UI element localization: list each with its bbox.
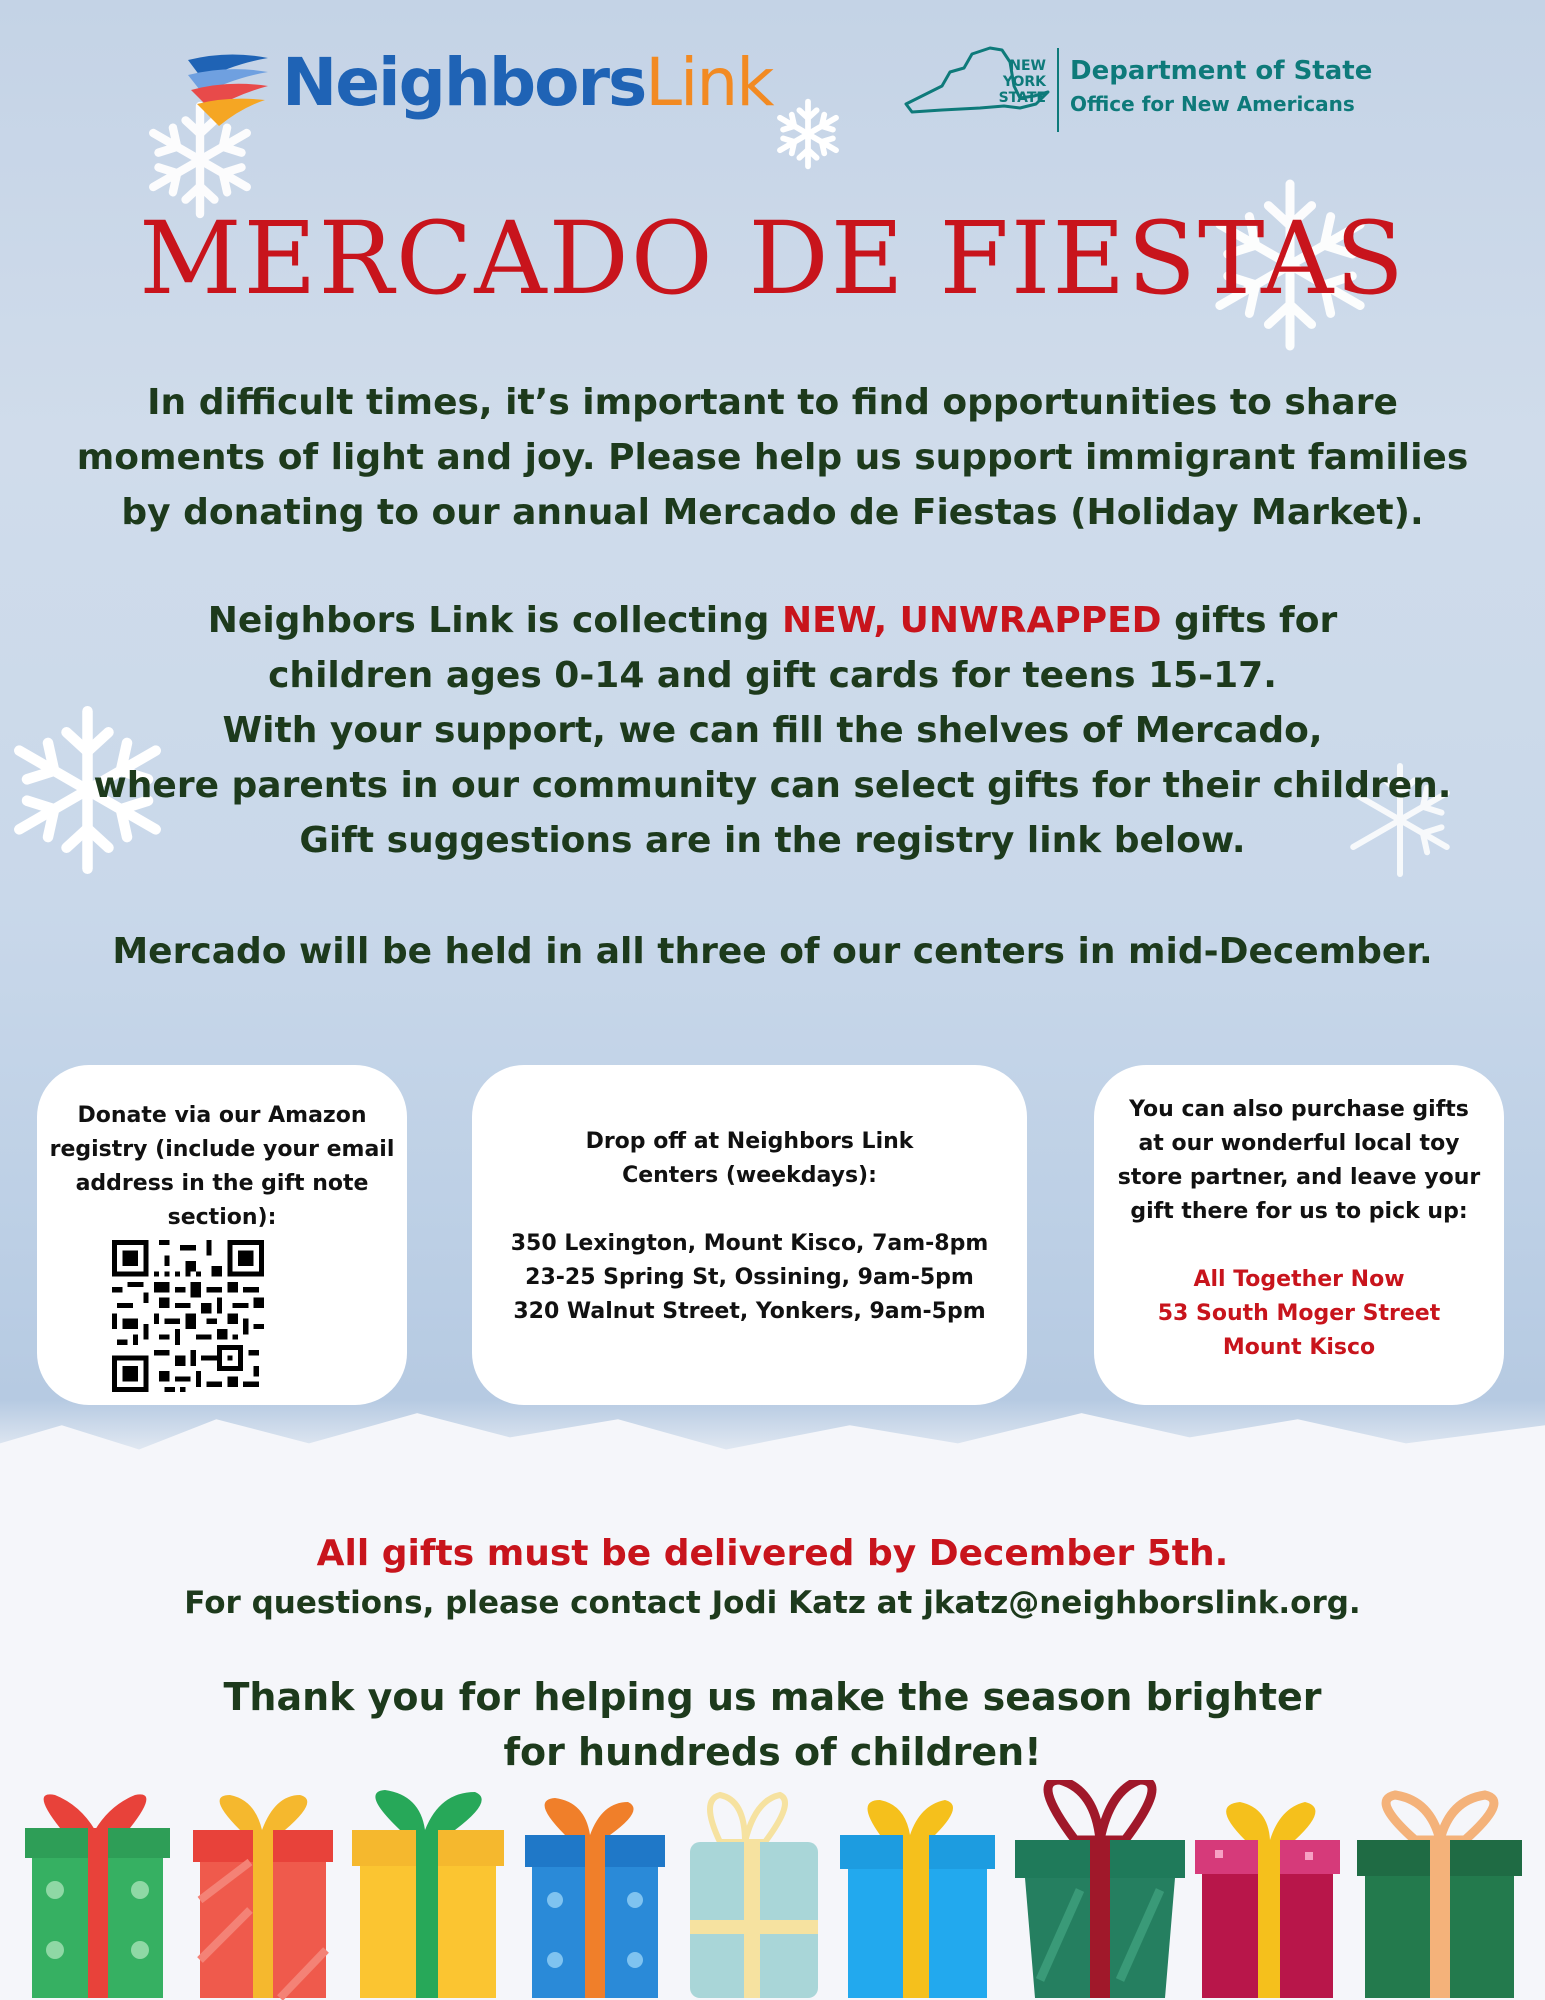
collecting-post: gifts for bbox=[1161, 600, 1338, 641]
neighbors-link-logo-icon bbox=[183, 50, 273, 130]
deadline-text: All gifts must be delivered by December 5th. bbox=[316, 1533, 1229, 1574]
dos-title: Department of State bbox=[1070, 56, 1373, 86]
new-unwrapped-highlight: NEW, UNWRAPPED bbox=[781, 600, 1162, 641]
spacer bbox=[472, 1193, 1027, 1227]
page-title: MERCADO DE FIESTAS bbox=[139, 200, 1406, 317]
neighbors-link-wordmark bbox=[282, 44, 772, 121]
intro-paragraph bbox=[40, 375, 1505, 540]
contact-text: For questions, please contact Jodi Katz at jkatz@neighborslink.org. bbox=[184, 1585, 1361, 1621]
gift-box-icon bbox=[1195, 1802, 1340, 1998]
collecting-pre: Neighbors Link is collecting bbox=[207, 600, 782, 641]
collecting-line bbox=[40, 593, 1505, 648]
store-address: 53 South Moger Street bbox=[1157, 1301, 1441, 1326]
collecting-line: With your support, we can fill the shelves of Mercado, bbox=[222, 710, 1323, 751]
toystore-card bbox=[1094, 1065, 1504, 1405]
dropoff-line: Drop off at Neighbors Link bbox=[585, 1129, 914, 1154]
intro-line: In difficult times, it’s important to find opportunities to share bbox=[147, 382, 1398, 423]
amazon-line: section): bbox=[167, 1205, 277, 1230]
gift-box-icon bbox=[525, 1798, 665, 1998]
nys-line3: STATE bbox=[998, 90, 1046, 106]
wordmark-part1: Neighbors bbox=[282, 44, 646, 121]
collecting-paragraph bbox=[40, 593, 1505, 868]
gift-box-icon bbox=[352, 1790, 504, 1998]
gift-box-icon bbox=[690, 1795, 818, 1998]
nys-line1: NEW bbox=[1009, 58, 1046, 74]
nys-line2: YORK bbox=[1002, 74, 1046, 90]
dropoff-card bbox=[472, 1065, 1027, 1405]
dropoff-location: 350 Lexington, Mount Kisco, 7am-8pm bbox=[510, 1231, 989, 1256]
amazon-line: Donate via our Amazon bbox=[77, 1103, 367, 1128]
gift-boxes-row bbox=[0, 1780, 1545, 2000]
wordmark-part2: Link bbox=[645, 44, 773, 121]
toystore-line: store partner, and leave your bbox=[1117, 1165, 1481, 1190]
mercado-note-line: Mercado will be held in all three of our centers in mid-December. bbox=[112, 931, 1433, 972]
toystore-line: gift there for us to pick up: bbox=[1130, 1199, 1468, 1224]
mercado-note bbox=[40, 924, 1505, 979]
spacer bbox=[1094, 1229, 1504, 1263]
dos-subtitle: Office for New Americans bbox=[1070, 92, 1355, 116]
thanks-line: Thank you for helping us make the season brighter bbox=[223, 1675, 1322, 1719]
intro-line: moments of light and joy. Please help us support immigrant families bbox=[76, 437, 1469, 478]
gift-box-icon bbox=[1357, 1795, 1522, 1998]
logo-divider bbox=[1057, 48, 1059, 132]
amazon-line: address in the gift note bbox=[75, 1171, 369, 1196]
dropoff-location: 320 Walnut Street, Yonkers, 9am-5pm bbox=[513, 1299, 986, 1324]
amazon-line: registry (include your email bbox=[49, 1137, 395, 1162]
thanks-text bbox=[0, 1670, 1545, 1780]
collecting-line: where parents in our community can select gifts for their children. bbox=[93, 765, 1452, 806]
toystore-line: You can also purchase gifts bbox=[1129, 1097, 1469, 1122]
store-city: Mount Kisco bbox=[1222, 1335, 1376, 1360]
store-name: All Together Now bbox=[1193, 1267, 1405, 1292]
thanks-line: for hundreds of children! bbox=[503, 1730, 1042, 1774]
snowflake-icon bbox=[772, 98, 844, 170]
dropoff-line: Centers (weekdays): bbox=[622, 1163, 877, 1188]
intro-line: by donating to our annual Mercado de Fiestas (Holiday Market). bbox=[121, 492, 1424, 533]
dropoff-location: 23-25 Spring St, Ossining, 9am-5pm bbox=[525, 1265, 974, 1290]
collecting-line: children ages 0-14 and gift cards for teens 15-17. bbox=[268, 655, 1277, 696]
nys-label bbox=[986, 58, 1046, 106]
gift-box-icon bbox=[193, 1795, 333, 1998]
gift-box-icon bbox=[1015, 1780, 1185, 1998]
gift-box-icon bbox=[840, 1800, 995, 1998]
qr-code-icon[interactable] bbox=[112, 1240, 264, 1392]
collecting-line: Gift suggestions are in the registry link below. bbox=[299, 820, 1246, 861]
toystore-line: at our wonderful local toy bbox=[1138, 1131, 1460, 1156]
gift-box-icon bbox=[25, 1794, 170, 1998]
